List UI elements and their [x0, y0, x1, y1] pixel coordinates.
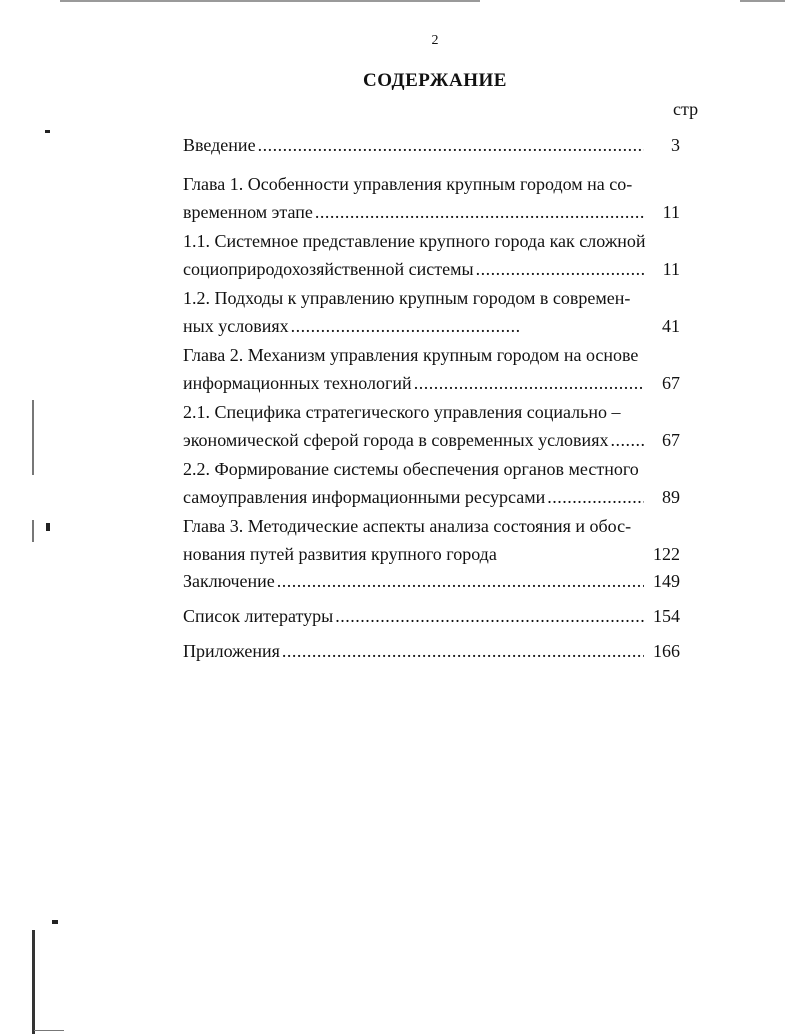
scan-edge-bottom [34, 1030, 64, 1031]
toc-leader-dots [610, 426, 644, 454]
toc-entry-text: 2.2. Формирование системы обеспечения органов местного [183, 459, 639, 479]
scan-speck [52, 920, 58, 924]
scan-edge-left [32, 930, 35, 1034]
toc-entry-text: Заключение [183, 571, 275, 591]
toc-entry-text: Глава 3. Методические аспекты анализа состояния и обос- [183, 516, 632, 536]
toc-leader-dots [258, 131, 644, 159]
toc-entry-text: ных условиях [183, 316, 289, 336]
toc-entry-text: 2.1. Специфика стратегического управления социально – [183, 402, 621, 422]
scan-edge-left [32, 520, 34, 542]
toc-page-number: 89 [662, 487, 680, 507]
toc-page-number: 149 [653, 571, 680, 591]
toc-entry-text: Глава 2. Механизм управления крупным городом на основе [183, 345, 639, 365]
toc-leader-dots [315, 198, 644, 226]
scan-speck [46, 523, 50, 531]
toc-entry-text: Введение [183, 135, 256, 155]
toc-entry-text: временном этапе [183, 202, 313, 222]
toc-entry-text: 1.2. Подходы к управлению крупным городом в современ- [183, 288, 631, 308]
toc-page-number: 154 [653, 606, 680, 626]
toc-leader-dots [335, 602, 644, 630]
toc-page-number: 11 [662, 259, 680, 279]
toc-page-number: 166 [653, 641, 680, 661]
toc-leader-dots [547, 483, 644, 511]
toc-leader-dots [282, 637, 644, 665]
page-column-label: стр [673, 99, 699, 119]
toc-entry-text: социоприродохозяйственной системы [183, 259, 474, 279]
scan-edge-top-right [740, 0, 785, 2]
page-number: 2 [431, 33, 439, 48]
toc-entry-section-1-1[interactable] [183, 227, 680, 283]
toc-entry-introduction[interactable] [183, 131, 680, 159]
toc-entry-text: самоуправления информационными ресурсами [183, 487, 546, 507]
toc-entry-text: Список литературы [183, 606, 334, 626]
toc-entry-text: экономической сферой города в современных условиях [183, 430, 609, 450]
toc-entry-text: Глава 1. Особенности управления крупным городом на со- [183, 174, 633, 194]
scan-edge-left [32, 400, 34, 475]
toc-entry-chapter-1[interactable] [183, 170, 680, 226]
toc-entry-text: информационных технологий [183, 373, 412, 393]
toc-entry-section-2-2[interactable] [183, 455, 680, 511]
scan-edge-top [60, 0, 480, 2]
toc-entry-text: Приложения [183, 641, 280, 661]
toc-page-number: 122 [653, 544, 680, 564]
toc-leader-dots [277, 567, 644, 595]
toc-entry-section-1-2[interactable] [183, 284, 680, 340]
toc-entry-appendices[interactable] [183, 637, 680, 665]
toc-leader-dots [476, 255, 644, 283]
toc-entry-chapter-3[interactable] [183, 512, 680, 568]
toc-entry-text: нования путей развития крупного города [183, 544, 497, 564]
page-title: СОДЕРЖАНИЕ [363, 70, 507, 91]
toc-entry-section-2-1[interactable] [183, 398, 680, 454]
toc-page-number: 67 [662, 430, 680, 450]
toc-entry-conclusion[interactable] [183, 567, 680, 595]
toc-page-number: 11 [662, 202, 680, 222]
toc-leader-dots [414, 369, 644, 397]
toc-leader-dots [291, 312, 521, 340]
toc-entry-chapter-2[interactable] [183, 341, 680, 397]
toc-page-number: 41 [662, 316, 680, 336]
toc-page-number: 3 [671, 135, 680, 155]
toc-entry-references[interactable] [183, 602, 680, 630]
scan-speck [45, 130, 50, 133]
toc-page-number: 67 [662, 373, 680, 393]
toc-entry-text: 1.1. Системное представление крупного города как сложной [183, 231, 646, 251]
